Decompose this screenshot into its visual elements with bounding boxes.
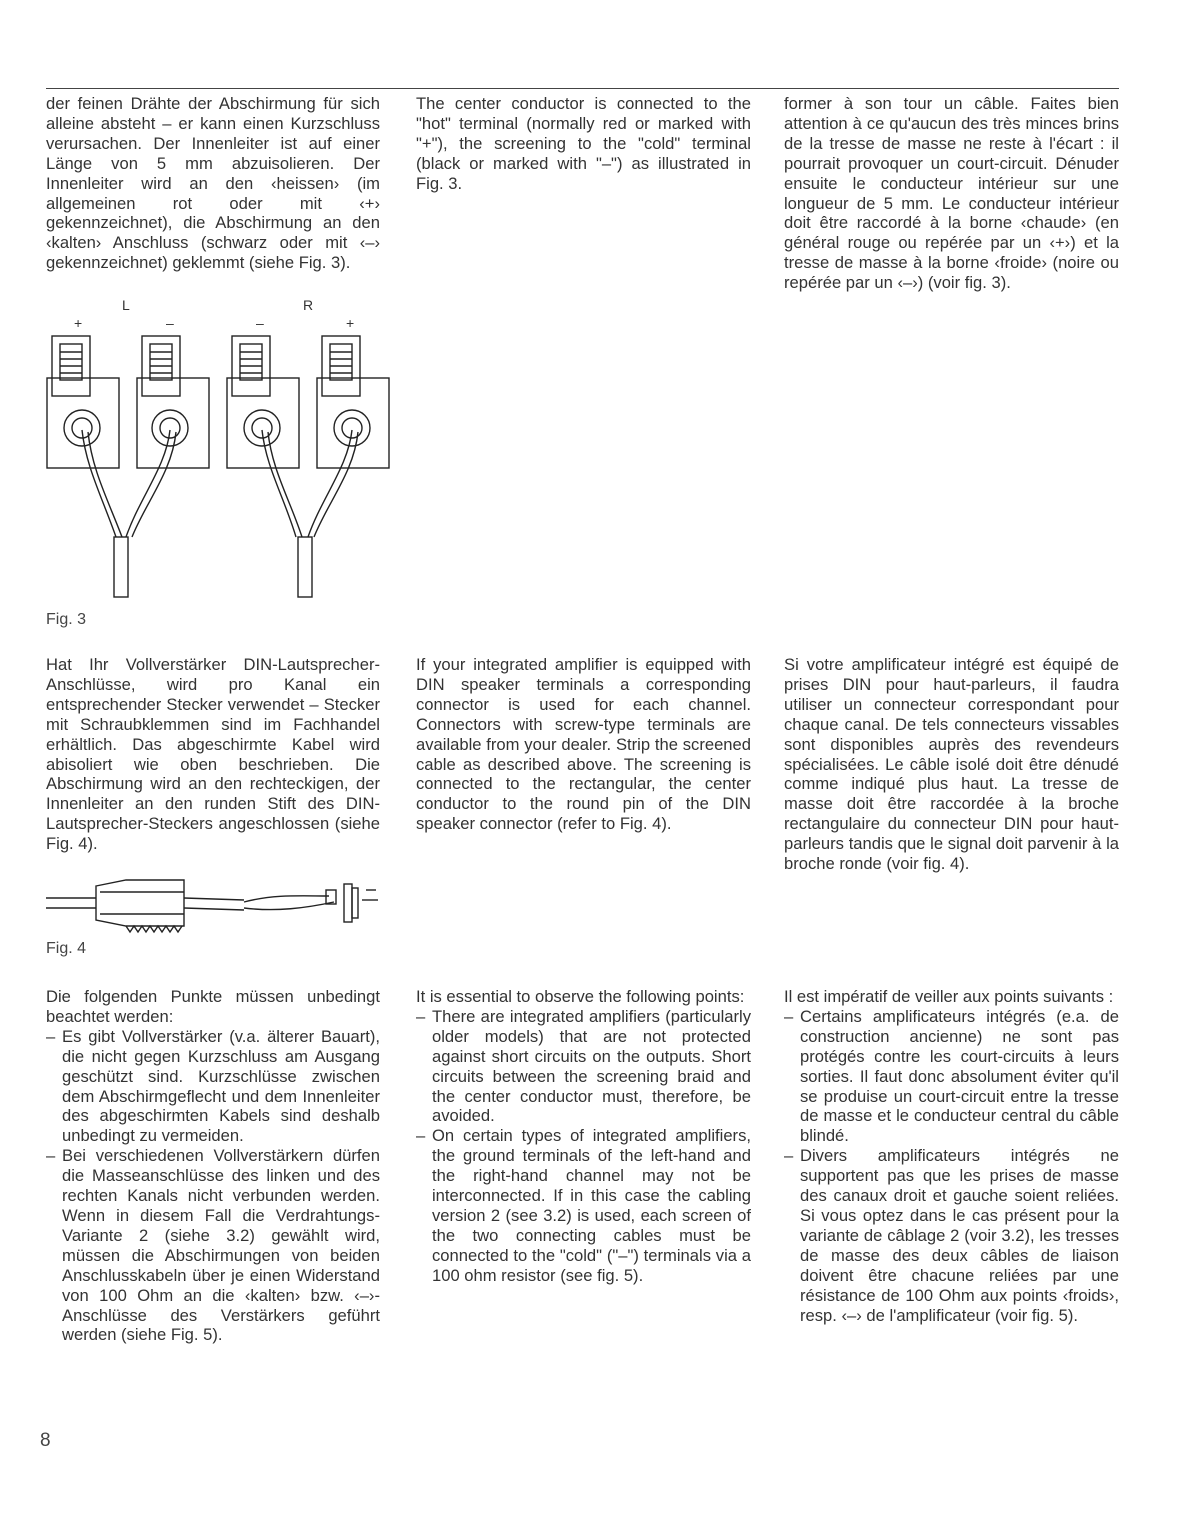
cable-right [262, 430, 358, 597]
list-item: – There are integrated amplifiers (particularly older models) that are not protected against short circuits on the outputs. Short circuits between the screening braid and the center conductor must, therefore, be avoided. [416, 1007, 751, 1126]
cable-left [82, 430, 176, 597]
fig3-diagram [40, 292, 400, 604]
intro: Die folgenden Punkte müssen unbedingt beachtet werden: [46, 987, 380, 1026]
section1-en [416, 94, 751, 194]
fig4-diagram [44, 872, 390, 934]
din-plug-body [96, 880, 184, 926]
paragraph: der feinen Drähte der Abschirmung für sich alleine absteht – er kann einen Kurzschluss verursachen. Der Innenleiter ist auf einer Länge von 5 mm abzuisolieren. Der Innenleiter wird an den ‹heissen› (im allgemeinen rot oder mit ‹+› gekennzeichnet), die Abschirmung an den ‹kalten› Anschluss (schwarz oder mit ‹–› gekennzeichnet) geklemmt (siehe Fig. 3). [46, 94, 380, 273]
section1-fr [784, 94, 1119, 293]
label-right: R [303, 297, 314, 313]
page-number: 8 [40, 1430, 51, 1451]
list-item: – On certain types of integrated amplifiers, the ground terminals of the left-hand and the right-hand channel may not be interconnected. If in this case the cabling version 2 (see 3.2) is used, each screen of the two connecting cables must be connected to the "cold" ("–") terminals via a 100 ohm resistor (see fig. 5). [416, 1126, 751, 1285]
top-rule [46, 88, 1119, 89]
fig3-caption: Fig. 3 [46, 611, 87, 628]
paragraph: former à son tour un câble. Faites bien attention à ce qu'aucun des très minces brins de la tresse de masse ne reste à l'écart : il pourrait provoquer un court-circuit. Dénuder ensuite le conducteur intérieur sur une longueur de 5 mm. Le conducteur intérieur doit être raccordé à la borne ‹chaude› (en général rouge ou repérée par un ‹+›) et la tresse de masse à la borne ‹froide› (noire ou repérée par un ‹–›) (voir fig. 3). [784, 94, 1119, 293]
section3-de [46, 987, 380, 1345]
list-item: – Bei verschiedenen Vollverstärkern dürfen die Masseanschlüsse des linken und des rechten Kanals nicht verbunden werden. Wenn in diesem Fall die Verdrahtungs-Variante 2 (siehe 3.2) gewählt wird, müssen die Abschirmungen von beiden Anschlusskabeln über je einen Widerstand von 100 Ohm an die ‹kalten› bzw. ‹–›-Anschlüsse des Verstärkers geführt werden (siehe Fig. 5). [46, 1146, 380, 1345]
paragraph: If your integrated amplifier is equipped with DIN speaker terminals a corresponding connector is used for each channel. Connectors with screw-type terminals are available from your dealer. Strip the screened cable as described above. The screening is connected to the rectangular, the center conductor to the round pin of the DIN speaker connector (refer to Fig. 4). [416, 655, 751, 834]
section2-fr [784, 655, 1119, 874]
fig4-caption: Fig. 4 [46, 940, 87, 957]
sign-minus: – [166, 315, 174, 331]
sign-minus: – [256, 315, 264, 331]
paragraph: Hat Ihr Vollverstärker DIN-Lautsprecher-Anschlüsse, wird pro Kanal ein entsprechender Stecker verwendet – Stecker mit Schraubklemmen sind im Fachhandel erhältlich. Das abgeschirmte Kabel wird abisoliert wie oben beschrieben. Die Abschirmung wird an den rechteckigen, der Innenleiter an den runden Stift des DIN-Lautsprecher-Steckers angeschlossen (siehe Fig. 4). [46, 655, 380, 854]
terminal-block [227, 336, 299, 468]
list-item: – Divers amplificateurs intégrés ne supportent pas que les prises de masse des canaux droit et gauche soient reliées. Si vous optez dans le cas présent pour la variante de câblage 2 (voir 3.2), les tresses de masse des deux câbles de liaison doivent être chacune reliées par une résistance de 100 Ohm aux points ‹froids›, resp. ‹–› de l'amplificateur (voir fig. 5). [784, 1146, 1119, 1325]
list-item: – Certains amplificateurs intégrés (e.a. de construction ancienne) ne sont pas protégés contre les court-circuits à leurs sorties. Il faut donc absolument éviter qu'il se produise un court-circuit entre la tresse de masse et le conducteur central du câble blindé. [784, 1007, 1119, 1146]
intro: It is essential to observe the following points: [416, 987, 745, 1006]
section1-de [46, 94, 380, 273]
section2-en [416, 655, 751, 834]
sign-plus: + [346, 315, 355, 331]
intro: Il est impératif de veiller aux points suivants : [784, 987, 1114, 1006]
label-left: L [122, 297, 130, 313]
list-item: – Es gibt Vollverstärker (v.a. älterer Bauart), die nicht gegen Kurzschluss am Ausgang geschützt sind. Kurzschlüsse zwischen dem Abschirmgeflecht und dem Innenleiter des abgeschirmten Kabels sind deshalb unbedingt zu vermeiden. [46, 1027, 380, 1146]
section3-fr [784, 987, 1119, 1325]
wire-screen [244, 896, 329, 902]
section2-de [46, 655, 380, 854]
terminal-block [317, 336, 389, 468]
paragraph: Si votre amplificateur intégré est équipé de prises DIN pour haut-parleurs, il faudra utiliser un connecteur correspondant pour chaque canal. De tels connecteurs vissables sont disponibles auprès des revendeurs spécialisées. Le câble isolé doit être dénudé comme indiqué plus haut. La tresse de masse doit être raccordée à la broche rectangulaire du connecteur DIN pour haut-parleurs tandis que le signal doit parvenir à la broche ronde (voir fig. 4). [784, 655, 1119, 874]
wire-center [244, 902, 334, 910]
section3-en [416, 987, 751, 1286]
sign-plus: + [74, 315, 83, 331]
paragraph: The center conductor is connected to the "hot" terminal (normally red or marked with "+"), the screening to the "cold" terminal (black or marked with "–") as illustrated in Fig. 3. [416, 94, 751, 193]
terminal-block [47, 336, 119, 468]
